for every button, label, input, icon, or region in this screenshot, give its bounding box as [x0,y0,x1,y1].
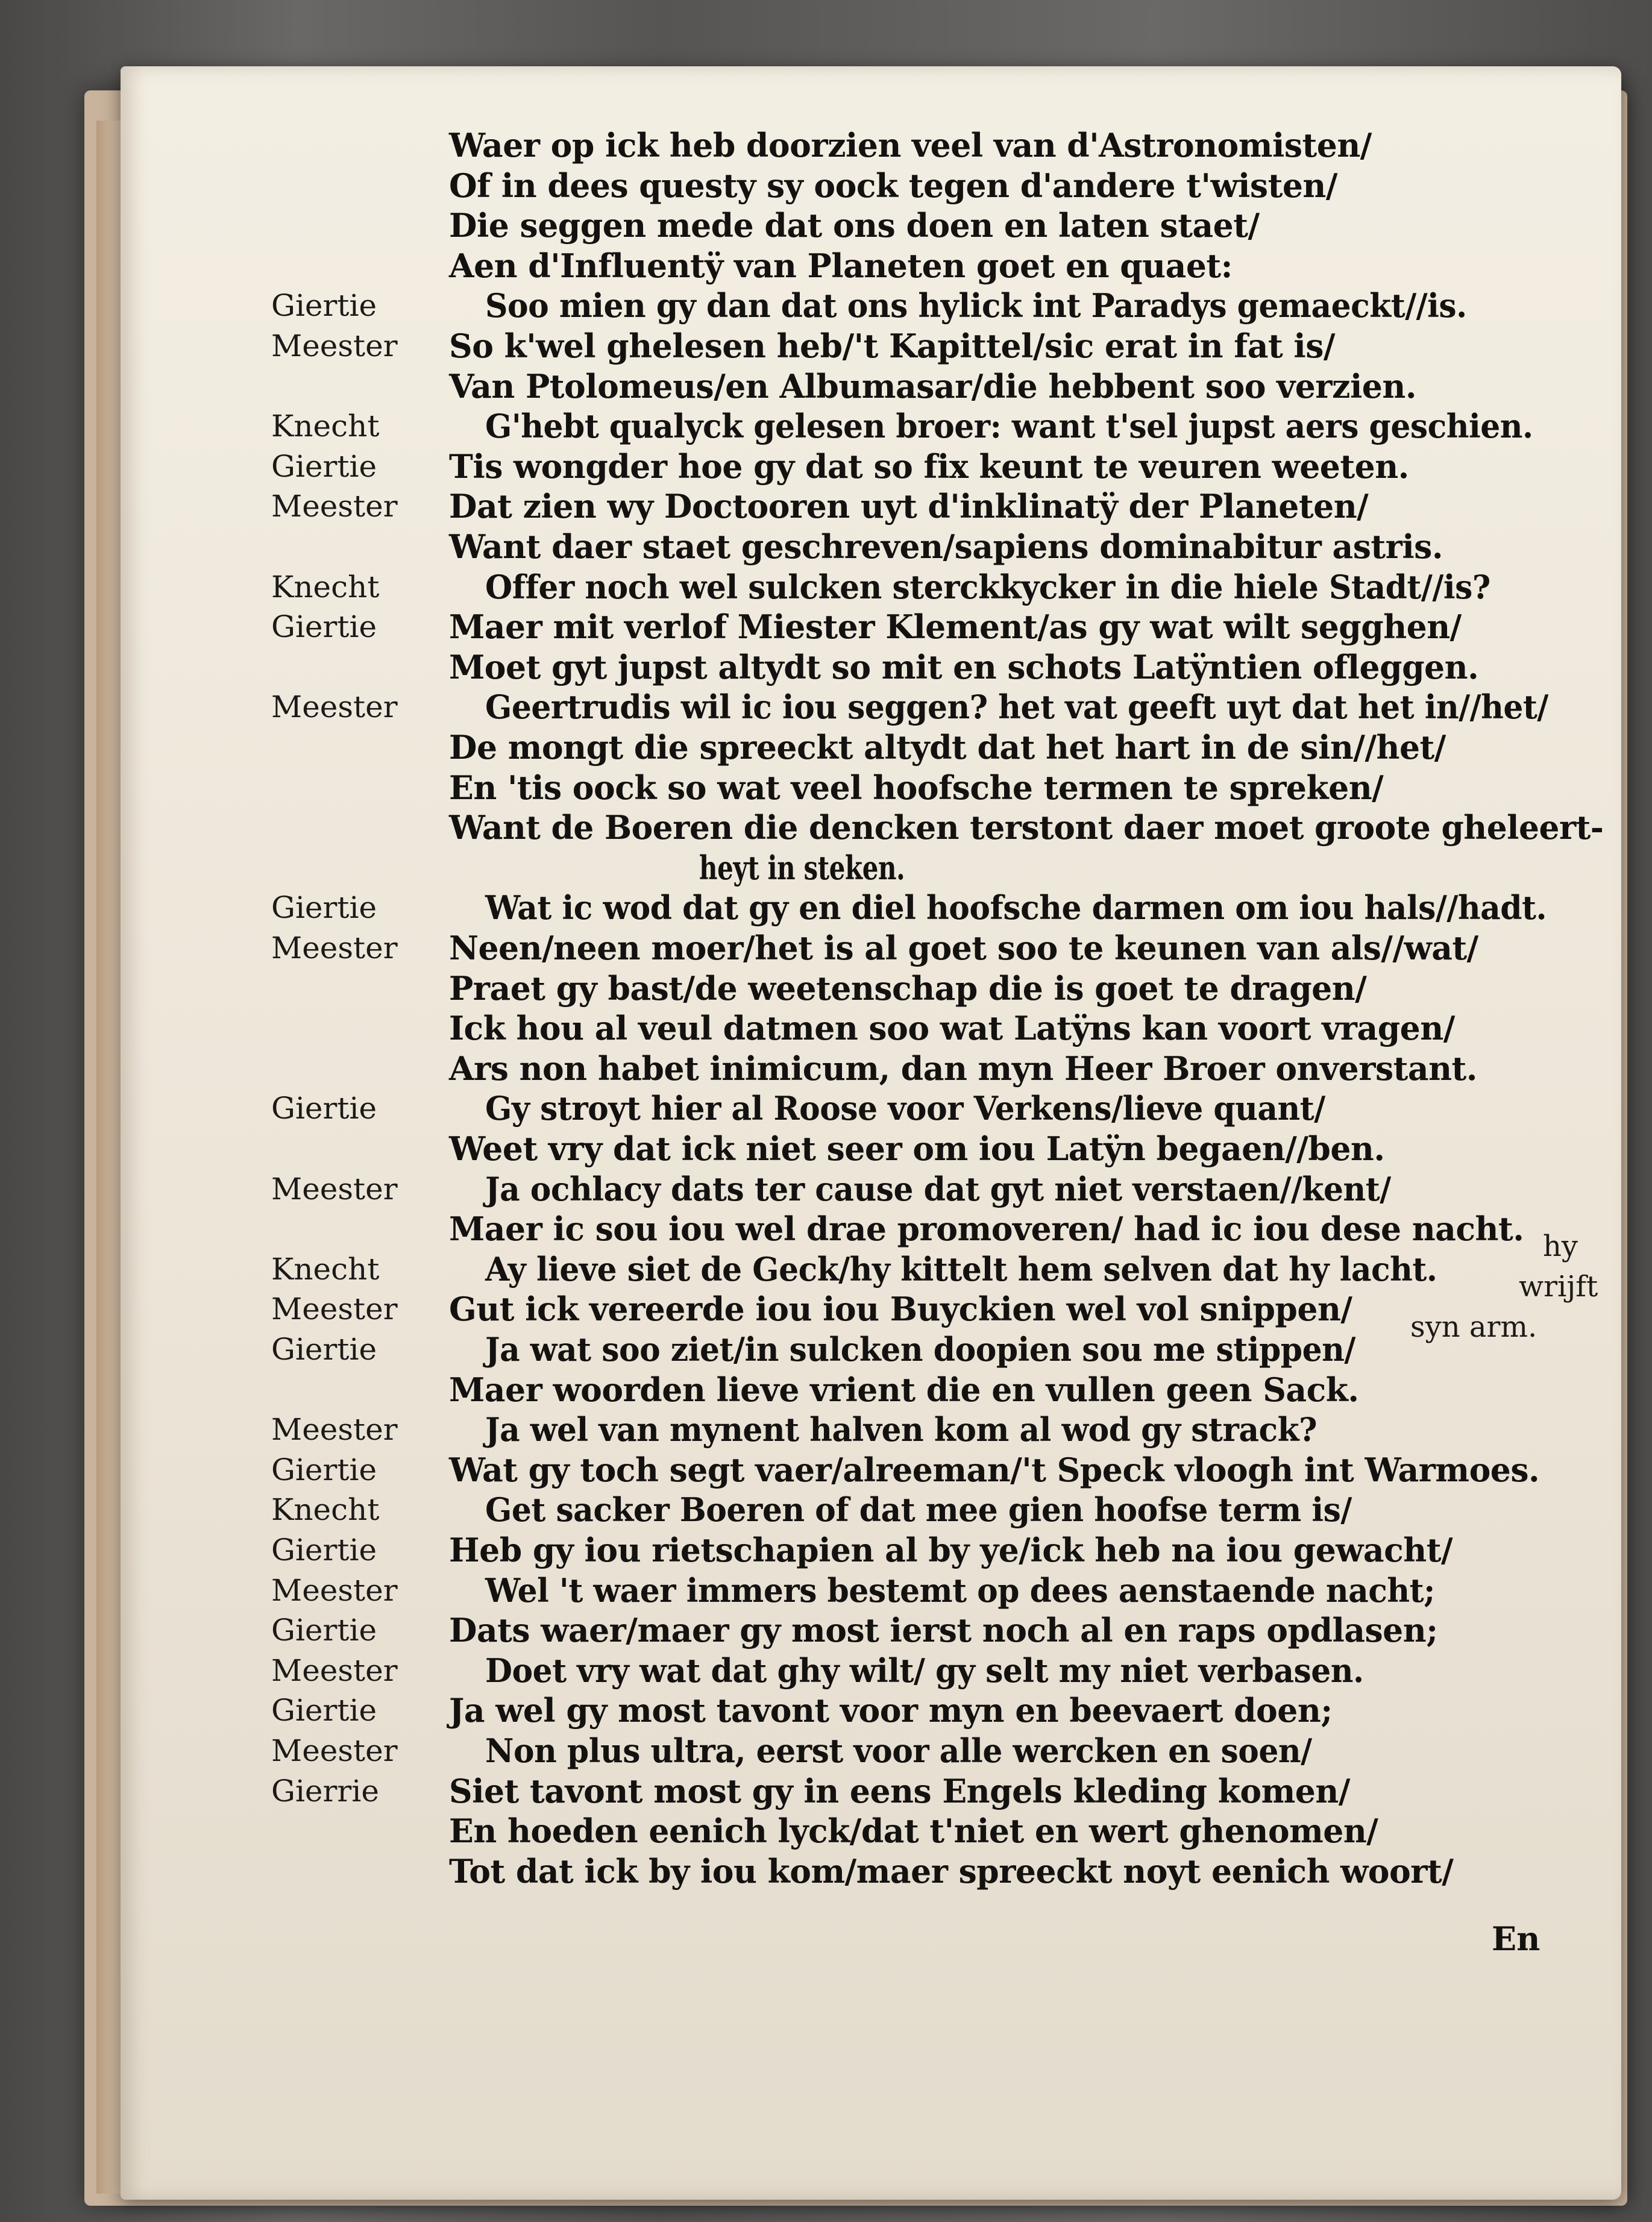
speaker-name: Giertie [271,1613,377,1648]
verse-line: Of in dees questy sy oock tegen d'andere t'wisten/ [449,166,1337,205]
speaker-name: Meester [271,1573,398,1608]
verse-row [0,565,1652,609]
verse-row [0,1448,1652,1492]
verse-row [0,967,1652,1010]
verse-line: En hoeden eenich lyck/dat t'niet en wert ghenomen/ [449,1812,1378,1850]
verse-row [0,1207,1652,1251]
verse-line: Weet vry dat ick niet seer om iou Latÿn begaen//ben. [449,1129,1385,1168]
speaker-name: Knecht [271,1252,380,1287]
verse-row [0,1608,1652,1652]
verse-row [0,1127,1652,1170]
verse-line: Ick hou al veul datmen soo wat Latÿns kan voort vragen/ [449,1009,1455,1047]
speaker-name: Meester [271,489,398,524]
verse-row [0,1328,1652,1371]
verse-line: Gut ick vereerde iou iou Buyckien wel vol snippen/ [449,1290,1352,1328]
verse-line: Ja wel gy most tavont voor myn en beevaert doen; [449,1691,1333,1730]
verse-row [0,766,1652,809]
verse-line: Heb gy iou rietschapien al by ye/ick heb na iou gewacht/ [449,1531,1453,1569]
verse-line: Tot dat ick by iou kom/maer spreeckt noyt eenich woort/ [449,1852,1454,1891]
verse-row [0,806,1652,849]
verse-row [0,1850,1652,1893]
verse-row [0,124,1652,167]
stage-direction-line-1: hy [1543,1229,1578,1263]
speaker-name: Meester [271,1291,398,1326]
speaker-name: Meester [271,1733,398,1768]
verse-row [0,1689,1652,1732]
verse-line: Maer woorden lieve vrient die en vullen geen Sack. [449,1370,1359,1409]
verse-row [0,1408,1652,1451]
verse-row [0,1569,1652,1612]
speaker-name: Giertie [271,449,377,484]
verse-row [0,1006,1652,1050]
verse-row [0,1809,1652,1853]
verse-line: heyt in steken. [699,849,905,887]
verse-line: So k'wel ghelesen heb/'t Kapittel/sic erat in fat is/ [449,327,1335,365]
verse-line: Ja ochlacy dats ter cause dat gyt niet verstaen//kent/ [485,1170,1391,1208]
speaker-name: Meester [271,328,398,363]
verse-row [0,726,1652,769]
speaker-name: Meester [271,689,398,724]
verse-row [0,1047,1652,1090]
verse-row [0,605,1652,648]
verse-row [0,365,1652,408]
verse-line: Offer noch wel sulcken sterckkycker in die hiele Stadt//is? [485,568,1490,606]
verse-row [0,164,1652,207]
stage-direction-line-3: syn arm. [1410,1310,1537,1344]
speaker-name: Knecht [271,570,380,604]
verse-row [0,244,1652,287]
speaker-name: Giertie [271,1693,377,1728]
stage-direction-line-2: wrijft [1519,1270,1598,1304]
verse-row [0,324,1652,368]
verse-line: Gy stroyt hier al Roose voor Verkens/lieve quant/ [485,1089,1325,1128]
verse-line: Wel 't waer immers bestemt op dees aenstaende nacht; [485,1571,1435,1610]
verse-row [0,445,1652,488]
verse-row [0,1769,1652,1813]
verse-row [0,1528,1652,1572]
verse-line: Get sacker Boeren of dat mee gien hoofse term is/ [485,1490,1352,1529]
verse-line: Moet gyt jupst altydt so mit en schots Latÿntien ofleggen. [449,648,1479,686]
verse-row [0,926,1652,970]
speaker-name: Meester [271,1412,398,1447]
verse-line: Ars non habet inimicum, dan myn Heer Broer onverstant. [449,1049,1477,1088]
verse-line: En 'tis oock so wat veel hoofsche termen te spreken/ [449,768,1384,807]
verse-row [0,1368,1652,1411]
speaker-name: Giertie [271,1332,377,1367]
verse-line: Ja wat soo ziet/in sulcken doopien sou me stippen/ [485,1330,1355,1369]
verse-line: De mongt die spreeckt altydt dat het hart in de sin//het/ [449,728,1446,767]
verse-row [0,645,1652,689]
verse-line: Soo mien gy dan dat ons hylick int Paradys gemaeckt//is. [485,286,1467,325]
verse-row [0,1087,1652,1130]
verse-row [0,404,1652,448]
verse-line: Die seggen mede dat ons doen en laten staet/ [449,206,1260,245]
verse-row [0,204,1652,247]
verse-row [0,1287,1652,1331]
verse-line: Praet gy bast/de weetenschap die is goet te dragen/ [449,969,1367,1008]
verse-row [0,1488,1652,1531]
speaker-name: Knecht [271,1492,380,1527]
verse-line: Waer op ick heb doorzien veel van d'Astronomisten/ [449,126,1372,165]
speaker-name: Giertie [271,288,377,323]
verse-line: Want de Boeren die dencken terstont daer moet groote gheleert- [449,808,1604,847]
verse-line: Dats waer/maer gy most ierst noch al en raps opdlasen; [449,1611,1438,1649]
verse-line: Van Ptolomeus/en Albumasar/die hebbent soo verzien. [449,367,1417,406]
verse-line: Want daer staet geschreven/sapiens dominabitur astris. [449,527,1443,566]
verse-row [0,485,1652,528]
verse-line: Doet vry wat dat ghy wilt/ gy selt my niet verbasen. [485,1651,1364,1690]
speaker-name: Giertie [271,1533,377,1568]
verse-line: Geertrudis wil ic iou seggen? het vat geeft uyt dat het in//het/ [485,688,1548,726]
speaker-name: Knecht [271,409,380,444]
speaker-name: Giertie [271,609,377,644]
speaker-name: Gierrie [271,1774,379,1809]
verse-line: Wat ic wod dat gy en diel hoofsche darmen om iou hals//hadt. [485,888,1547,927]
verse-row [0,846,1652,890]
speaker-name: Meester [271,1172,398,1207]
verse-line: Neen/neen moer/het is al goet soo te keunen van als//wat/ [449,929,1478,967]
verse-row [0,525,1652,568]
catchword: En [1492,1919,1541,1958]
verse-row [0,1729,1652,1772]
verse-row [0,1248,1652,1291]
verse-row [0,284,1652,327]
speaker-name: Meester [271,1653,398,1688]
verse-line: Aen d'Influentÿ van Planeten goet en quaet: [449,246,1233,285]
verse-line: Maer mit verlof Miester Klement/as gy wat wilt segghen/ [449,607,1462,646]
verse-line: Wat gy toch segt vaer/alreeman/'t Speck vloogh int Warmoes. [449,1451,1540,1489]
verse-row [0,886,1652,929]
verse-line: Ay lieve siet de Geck/hy kittelt hem selven dat hy lacht. [485,1250,1437,1288]
verse-line: Dat zien wy Doctooren uyt d'inklinatÿ der Planeten/ [449,487,1369,526]
speaker-name: Meester [271,931,398,965]
verse-row [0,1167,1652,1211]
speaker-name: Giertie [271,1452,377,1487]
verse-line: Tis wongder hoe gy dat so fix keunt te veuren weeten. [449,447,1409,486]
verse-line: Maer ic sou iou wel drae promoveren/ had ic iou dese nacht. [449,1210,1524,1248]
verse-line: Non plus ultra, eerst voor alle wercken en soen/ [485,1731,1312,1770]
verse-line: Ja wel van mynent halven kom al wod gy strack? [485,1410,1318,1449]
verse-line: G'hebt qualyck gelesen broer: want t'sel jupst aers geschien. [485,407,1533,445]
verse-row [0,1649,1652,1692]
speaker-name: Giertie [271,890,377,925]
verse-row [0,685,1652,729]
verse-line: Siet tavont most gy in eens Engels kleding komen/ [449,1772,1350,1810]
speaker-name: Giertie [271,1091,377,1126]
